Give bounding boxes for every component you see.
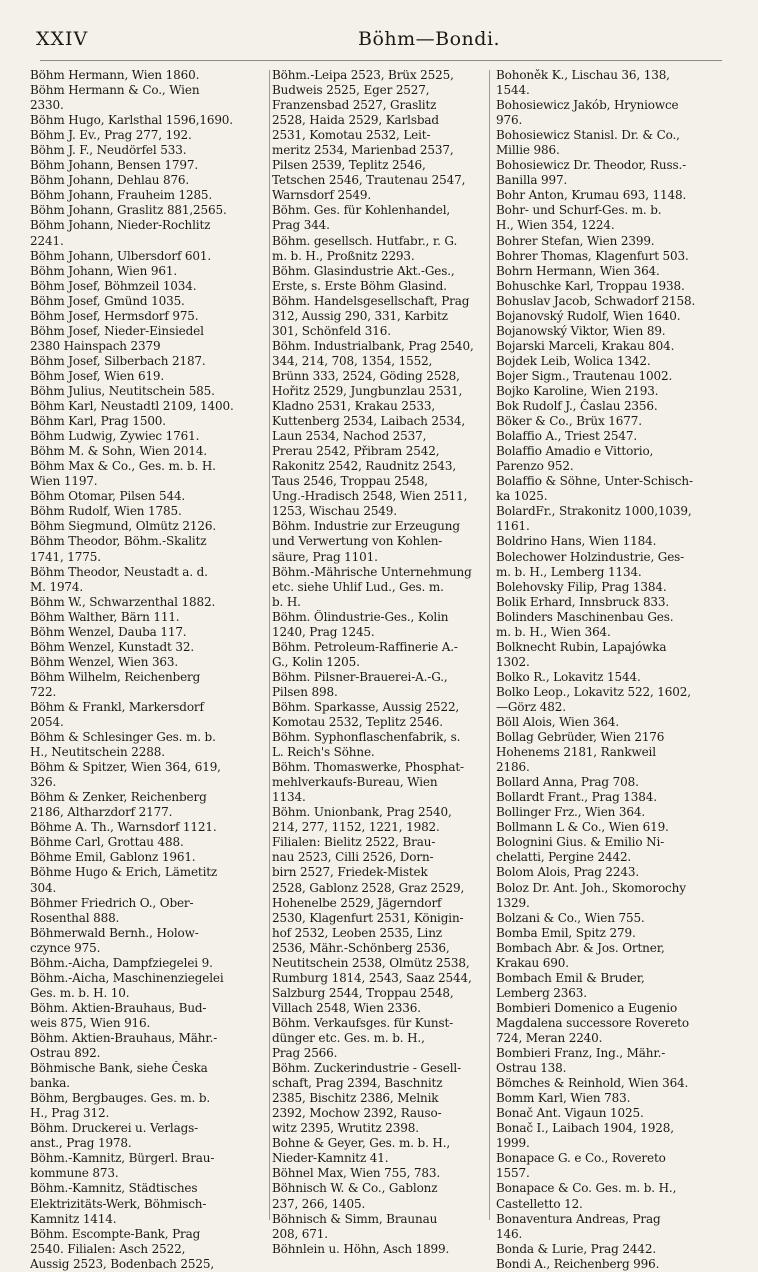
entry-line: Rakonitz 2542, Raudnitz 2543,	[272, 459, 457, 474]
entry-line: Böhm Otomar, Pilsen 544.	[30, 489, 186, 504]
entry-line: 2186.	[496, 760, 530, 775]
entry-line: banka.	[30, 1076, 70, 1091]
entry-line: Böhm J. Ev., Prag 277, 192.	[30, 128, 192, 143]
entry-line: Brünn 333, 2524, Göding 2528,	[272, 368, 460, 383]
entry-line: H., Wien 354, 1224.	[496, 218, 615, 233]
entry-line: Bonaventura Andreas, Prag	[496, 1211, 661, 1226]
entry-line: Bohrer Stefan, Wien 2399.	[496, 233, 655, 248]
entry-line: 146.	[496, 1226, 523, 1241]
entry-line: Budweis 2525, Eger 2527,	[272, 83, 430, 98]
entry-line: czynce 975.	[30, 940, 101, 955]
entry-line: Bonapace G. e Co., Rovereto	[496, 1151, 666, 1166]
entry-line: Bollard Anna, Prag 708.	[496, 775, 639, 790]
entry-line: 1134.	[272, 790, 306, 805]
entry-line: Franzensbad 2527, Graslitz	[272, 98, 437, 113]
entry-line: mehlverkaufs-Bureau, Wien	[272, 775, 438, 790]
entry-line: Böhm Julius, Neutitschein 585.	[30, 383, 215, 398]
entry-line: Böhm, Bergbauges. Ges. m. b.	[30, 1091, 211, 1106]
entry-line: Warnsdorf 2549.	[272, 188, 372, 203]
entry-line: 724, Meran 2240.	[496, 1031, 603, 1045]
entry-line: Ostrau 138.	[496, 1061, 567, 1076]
entry-line: Böhm. Unionbank, Prag 2540,	[272, 805, 452, 820]
entry-line: Böhm Wilhelm, Reichenberg	[30, 669, 201, 684]
entry-line: Bojdek Leib, Wolica 1342.	[496, 353, 651, 368]
entry-line: Rosenthal 888.	[30, 910, 120, 925]
entry-line: BolardFr., Strakonitz 1000,1039,	[496, 504, 692, 519]
entry-line: 2531, Komotau 2532, Leit-	[272, 128, 431, 143]
entry-line: Erste, s. Erste Böhm Glasind.	[272, 278, 447, 293]
entry-line: Bolom Alois, Prag 2243.	[496, 865, 640, 880]
entry-line: Boldrino Hans, Wien 1184.	[496, 534, 657, 549]
entry-line: Laun 2534, Nachod 2537,	[272, 429, 427, 444]
entry-line: Böhm Josef, Hermsdorf 975.	[30, 308, 199, 323]
entry-line: Bolechower Holzindustrie, Ges-	[496, 549, 685, 564]
entry-line: L. Reich's Söhne.	[272, 745, 375, 760]
entry-line: —Görz 482.	[496, 699, 566, 714]
entry-line: Bohrn Hermann, Wien 364.	[496, 263, 660, 278]
entry-line: Bollardt Frant., Prag 1384.	[496, 790, 657, 805]
entry-line: Böhm.-Kamnitz, Städtisches	[30, 1181, 198, 1196]
column-divider-1	[269, 70, 270, 1220]
entry-line: Böhm Josef, Gmünd 1035.	[30, 293, 185, 308]
entry-line: Böhm. Petroleum-Raffinerie A.-	[272, 639, 458, 654]
entry-line: Böhmer Friedrich O., Ober-	[30, 895, 194, 910]
entry-line: Böhnisch & Simm, Braunau	[272, 1211, 438, 1226]
page-number: XXIV	[36, 28, 89, 50]
entry-line: Bojko Karoline, Wien 2193.	[496, 383, 659, 398]
entry-line: Böhm. Handelsgesellschaft, Prag	[272, 293, 470, 308]
entry-line: Filialen: Bielitz 2522, Brau-	[272, 835, 436, 850]
entry-line: Prag 344.	[272, 218, 330, 233]
entry-line: Böhm Hermann & Co., Wien	[30, 83, 200, 98]
entry-line: 208, 671.	[272, 1226, 328, 1241]
entry-line: chelatti, Pergine 2442.	[496, 850, 632, 865]
entry-line: Böhmerwald Bernh., Holow-	[30, 925, 199, 940]
header-rule	[40, 60, 722, 61]
entry-line: nau 2523, Cilli 2526, Dorn-	[272, 850, 434, 865]
entry-line: Böhm. Industrialbank, Prag 2540,	[272, 338, 474, 353]
entry-line: 304.	[30, 880, 57, 895]
entry-line: Millie 986.	[496, 143, 560, 158]
entry-line: Böhm Hermann, Wien 1860.	[30, 68, 200, 82]
entry-line: Bohosiewicz Dr. Theodor, Russ.-	[496, 158, 687, 173]
entry-line: Böhm Johann, Frauheim 1285.	[30, 188, 213, 203]
entry-line: Banilla 997.	[496, 173, 568, 188]
entry-line: m. b. H., Proßnitz 2293.	[272, 248, 415, 263]
entry-line: Böhm Rudolf, Wien 1785.	[30, 504, 182, 519]
entry-line: Böhm Johann, Dehlau 876.	[30, 173, 190, 188]
entry-line: Bolaffio Amadio e Vittorio,	[496, 444, 654, 459]
entry-line: Bolognini Gius. & Emilio Ni-	[496, 835, 665, 850]
entry-line: Bohosiewicz Stanisl. Dr. & Co.,	[496, 128, 680, 143]
entry-line: Pilsen 898.	[272, 684, 338, 699]
entry-line: Bohoněk K., Lischau 36, 138,	[496, 68, 670, 82]
entry-line: anst., Prag 1978.	[30, 1136, 132, 1151]
entry-line: Wien 1197.	[30, 474, 98, 489]
entry-line: Taus 2546, Troppau 2548,	[272, 474, 428, 489]
entry-line: weis 875, Wien 916.	[30, 1015, 151, 1030]
entry-line: Hohenems 2181, Rankweil	[496, 745, 656, 760]
entry-line: Böhm. Sparkasse, Aussig 2522,	[272, 699, 460, 714]
entry-line: Böhm Karl, Prag 1500.	[30, 414, 166, 429]
entry-line: Böhme Emil, Gablonz 1961.	[30, 850, 196, 865]
entry-line: Bombieri Domenico a Eugenio	[496, 1000, 678, 1015]
entry-line: H., Prag 312.	[30, 1106, 110, 1121]
entry-line: Bolzani & Co., Wien 755.	[496, 910, 645, 925]
entry-line: Bolaffio & Söhne, Unter-Schisch-	[496, 474, 693, 489]
entry-line: Böhm. Aktien-Brauhaus, Bud-	[30, 1000, 207, 1015]
entry-line: Elektrizitäts-Werk, Böhmisch-	[30, 1196, 207, 1211]
entry-line: Bolaffio A., Triest 2547.	[496, 429, 637, 444]
entry-line: Bondi A., Reichenberg 996.	[496, 1256, 660, 1271]
entry-line: Bonapace & Co. Ges. m. b. H.,	[496, 1181, 677, 1196]
entry-line: 2392, Mochow 2392, Rauso-	[272, 1106, 442, 1121]
entry-line: Bollinger Frz., Wien 364.	[496, 805, 646, 820]
entry-line: Böhm Theodor, Neustadt a. d.	[30, 564, 208, 579]
column-divider-2	[489, 70, 490, 1220]
entry-line: Böhm Theodor, Böhm.-Skalitz	[30, 534, 207, 549]
entry-line: Böhm. Syphonflaschenfabrik, s.	[272, 730, 461, 745]
entry-line: Bömches & Reinhold, Wien 364.	[496, 1076, 689, 1091]
entry-line: Ostrau 892.	[30, 1046, 101, 1061]
entry-line: Böhm Wenzel, Wien 363.	[30, 654, 179, 669]
entry-line: und Verwertung von Kohlen-	[272, 534, 443, 549]
entry-line: 301, Schönfeld 316.	[272, 323, 391, 338]
entry-line: Bohuslav Jacob, Schwadorf 2158.	[496, 293, 696, 308]
entry-line: Böhm Max & Co., Ges. m. b. H.	[30, 459, 216, 474]
entry-line: Villach 2548, Wien 2336.	[272, 1000, 421, 1015]
entry-line: Böhm. gesellsch. Hutfabr., r. G.	[272, 233, 458, 248]
entry-line: Krakau 690.	[496, 955, 569, 970]
entry-line: Böhm. Zuckerindustrie - Gesell-	[272, 1061, 462, 1076]
entry-line: Bombieri Franz, Ing., Mähr.-	[496, 1046, 666, 1061]
entry-line: Komotau 2532, Teplitz 2546.	[272, 715, 443, 730]
entry-line: 1999.	[496, 1136, 530, 1151]
entry-line: kommune 873.	[30, 1166, 119, 1181]
entry-line: Kuttenberg 2534, Laibach 2534,	[272, 414, 466, 429]
entry-line: Bohr Anton, Krumau 693, 1148.	[496, 188, 687, 203]
entry-line: Böhm Josef, Wien 619.	[30, 368, 165, 383]
entry-line: Böhm Josef, Nieder-Einsiedel	[30, 323, 204, 338]
entry-line: Bonač Ant. Vigaun 1025.	[496, 1106, 644, 1121]
entry-line: Bolko R., Lokavitz 1544.	[496, 669, 641, 684]
entry-line: Böhm.-Mährische Unternehmung	[272, 564, 472, 579]
entry-line: Bolinders Maschinenbau Ges.	[496, 609, 674, 624]
entry-line: Bojanowský Viktor, Wien 89.	[496, 323, 666, 338]
entry-line: Böhm. Verkaufsges. für Kunst-	[272, 1015, 454, 1030]
entry-line: 2380 Hainspach 2379	[30, 338, 161, 353]
entry-line: Bombach Abr. & Jos. Ortner,	[496, 940, 665, 955]
entry-line: Böhm Johann, Bensen 1797.	[30, 158, 199, 173]
entry-line: 722.	[30, 684, 57, 699]
entry-line: Kladno 2531, Krakau 2533,	[272, 399, 436, 414]
entry-line: Böhm Josef, Böhmzeil 1034.	[30, 278, 197, 293]
page-header	[36, 28, 726, 58]
entry-line: m. b. H., Lemberg 1134.	[496, 564, 642, 579]
entry-line: Bohne & Geyer, Ges. m. b. H.,	[272, 1136, 451, 1151]
entry-line: Böhm. Glasindustrie Akt.-Ges.,	[272, 263, 455, 278]
entry-line: 2241.	[30, 233, 64, 248]
entry-line: Prag 2566.	[272, 1046, 338, 1061]
entry-line: Böhm Siegmund, Olmütz 2126.	[30, 519, 216, 534]
entry-line: Parenzo 952.	[496, 459, 574, 474]
entry-line: Bohuschke Karl, Troppau 1938.	[496, 278, 685, 293]
entry-line: etc. siehe Uhlif Lud., Ges. m.	[272, 579, 444, 594]
entry-line: Hohenelbe 2529, Jägerndorf	[272, 895, 442, 910]
entry-line: Rumburg 1814, 2543, Saaz 2544,	[272, 970, 472, 985]
entry-line: H., Neutitschein 2288.	[30, 745, 165, 760]
entry-line: Böhm. Thomaswerke, Phosphat-	[272, 760, 464, 775]
entry-line: Böhm & Zenker, Reichenberg	[30, 790, 207, 805]
entry-line: Ges. m. b. H. 10.	[30, 985, 130, 1000]
entry-line: 237, 266, 1405.	[272, 1196, 366, 1211]
entry-line: Bohr- und Schurf-Ges. m. b.	[496, 203, 662, 218]
entry-line: Böhme A. Th., Warnsdorf 1121.	[30, 820, 217, 835]
entry-line: Böll Alois, Wien 364.	[496, 715, 620, 730]
entry-line: Nieder-Kamnitz 41.	[272, 1151, 389, 1166]
entry-line: säure, Prag 1101.	[272, 549, 378, 564]
entry-line: ka 1025.	[496, 489, 548, 504]
entry-line: Böhm Johann, Wien 961.	[30, 263, 177, 278]
entry-line: Böhm. Pilsner-Brauerei-A.-G.,	[272, 669, 448, 684]
entry-line: Böhm & Schlesinger Ges. m. b.	[30, 730, 216, 745]
entry-line: 2186, Altharzdorf 2177.	[30, 805, 173, 820]
entry-line: Bojarski Marceli, Krakau 804.	[496, 338, 675, 353]
entry-line: Bojer Sigm., Trautenau 1002.	[496, 368, 673, 383]
entry-line: Böhm. Aktien-Brauhaus, Mähr.-	[30, 1031, 218, 1045]
entry-line: Böhm.-Kamnitz, Bürgerl. Brau-	[30, 1151, 215, 1166]
entry-line: Böhm Hugo, Karlsthal 1596,1690.	[30, 113, 233, 128]
entry-line: Böhm.-Leipa 2523, Brüx 2525,	[272, 68, 454, 82]
entry-line: Böhm & Frankl, Markersdorf	[30, 699, 204, 714]
entry-line: Bolik Erhard, Innsbruck 833.	[496, 594, 670, 609]
entry-line: Böhm Karl, Neustadtl 2109, 1400.	[30, 399, 234, 414]
column-2	[272, 68, 506, 1257]
entry-line: Böhm Wenzel, Kunstadt 32.	[30, 639, 194, 654]
entry-line: Pilsen 2539, Teplitz 2546,	[272, 158, 426, 173]
entry-line: Böhm Josef, Silberbach 2187.	[30, 353, 206, 368]
entry-line: 2528, Haida 2529, Karlsbad	[272, 113, 439, 128]
entry-line: Salzburg 2544, Troppau 2548,	[272, 985, 454, 1000]
entry-line: 1544.	[496, 83, 530, 98]
entry-line: 2536, Mähr.-Schönberg 2536,	[272, 940, 450, 955]
entry-line: 2540. Filialen: Asch 2522,	[30, 1241, 186, 1256]
running-title: Böhm—Bondi.	[358, 28, 501, 50]
entry-line: Böhm Wenzel, Dauba 117.	[30, 624, 187, 639]
entry-line: 214, 277, 1152, 1221, 1982.	[272, 820, 440, 835]
entry-line: 1253, Wischau 2549.	[272, 504, 397, 519]
entry-line: Boloz Dr. Ant. Joh., Skomorochy	[496, 880, 686, 895]
entry-line: Böhme Carl, Grottau 488.	[30, 835, 184, 850]
entry-line: Böker & Co., Brüx 1677.	[496, 414, 642, 429]
entry-line: G., Kolin 1205.	[272, 654, 360, 669]
entry-line: meritz 2534, Marienbad 2537,	[272, 143, 454, 158]
entry-line: hof 2532, Leoben 2535, Linz	[272, 925, 442, 940]
entry-line: 1161.	[496, 519, 530, 534]
entry-line: birn 2527, Friedek-Mistek	[272, 865, 428, 880]
entry-line: Prerau 2542, Přibram 2542,	[272, 444, 440, 459]
entry-line: 2530, Klagenfurt 2531, Königin-	[272, 910, 464, 925]
entry-line: 1741, 1775.	[30, 549, 101, 564]
entry-line: 344, 214, 708, 1354, 1552,	[272, 353, 433, 368]
entry-line: Böhm.-Aicha, Dampfziegelei 9.	[30, 955, 213, 970]
entry-line: 2054.	[30, 715, 64, 730]
entry-line: Bok Rudolf J., Časlau 2356.	[496, 399, 658, 414]
entry-line: Castelletto 12.	[496, 1196, 583, 1211]
entry-line: Bonda & Lurie, Prag 2442.	[496, 1241, 656, 1256]
entry-line: Böhm Walther, Bärn 111.	[30, 609, 180, 624]
entry-line: Hořitz 2529, Jungbunzlau 2531,	[272, 383, 463, 398]
entry-line: dünger etc. Ges. m. b. H.,	[272, 1031, 425, 1045]
entry-line: m. b. H., Wien 364.	[496, 624, 611, 639]
column-3	[496, 68, 730, 1272]
entry-line: Bollmann L & Co., Wien 619.	[496, 820, 669, 835]
entry-line: Bomm Karl, Wien 783.	[496, 1091, 631, 1106]
entry-line: Ung.-Hradisch 2548, Wien 2511,	[272, 489, 468, 504]
entry-line: Bojanovský Rudolf, Wien 1640.	[496, 308, 681, 323]
entry-line: Bonač I., Laibach 1904, 1928,	[496, 1121, 674, 1136]
entry-line: Tetschen 2546, Trautenau 2547,	[272, 173, 466, 188]
entry-line: Bohosiewicz Jakób, Hryniowce	[496, 98, 679, 113]
entry-line: Bomba Emil, Spitz 279.	[496, 925, 636, 940]
entry-line: Böhm. Industrie zur Erzeugung	[272, 519, 460, 534]
entry-line: 2385, Bischitz 2386, Melnik	[272, 1091, 439, 1106]
entry-line: M. 1974.	[30, 579, 84, 594]
column-1	[30, 68, 264, 1272]
entry-line: Böhnel Max, Wien 755, 783.	[272, 1166, 441, 1181]
entry-line: Böhm W., Schwarzenthal 1882.	[30, 594, 216, 609]
entry-line: Böhm.-Aicha, Maschinenziegelei	[30, 970, 224, 985]
entry-line: Böhm. Druckerei u. Verlags-	[30, 1121, 199, 1136]
entry-line: Böhm Johann, Graslitz 881,2565.	[30, 203, 227, 218]
entry-line: 1302.	[496, 654, 530, 669]
entry-line: Böhm Johann, Nieder-Rochlitz	[30, 218, 211, 233]
entry-line: Böhm. Escompte-Bank, Prag	[30, 1226, 201, 1241]
entry-line: 2528, Gablonz 2528, Graz 2529,	[272, 880, 465, 895]
entry-line: Bombach Emil & Bruder,	[496, 970, 645, 985]
entry-line: witz 2395, Wrutitz 2398.	[272, 1121, 419, 1136]
entry-line: 2330.	[30, 98, 64, 113]
entry-line: Kamnitz 1414.	[30, 1211, 117, 1226]
entry-line: 312, Aussig 290, 331, Karbitz	[272, 308, 448, 323]
entry-line: 1557.	[496, 1166, 530, 1181]
entry-line: Böhm. Ges. für Kohlenhandel,	[272, 203, 451, 218]
entry-line: Böhnisch W. & Co., Gablonz	[272, 1181, 438, 1196]
entry-line: Aussig 2523, Bodenbach 2525,	[30, 1256, 215, 1271]
entry-line: Böhnlein u. Höhn, Asch 1899.	[272, 1241, 450, 1256]
entry-line: Böhm J. F., Neudörfel 533.	[30, 143, 187, 158]
entry-line: 1240, Prag 1245.	[272, 624, 375, 639]
entry-line: Böhm M. & Sohn, Wien 2014.	[30, 444, 207, 459]
entry-line: Böhm. Ölindustrie-Ges., Kolin	[272, 609, 449, 624]
entry-line: Böhm Ludwig, Zywiec 1761.	[30, 429, 200, 444]
entry-line: 976.	[496, 113, 523, 128]
entry-line: 1329.	[496, 895, 530, 910]
entry-line: Neutitschein 2538, Olmütz 2538,	[272, 955, 470, 970]
entry-line: Lemberg 2363.	[496, 985, 587, 1000]
entry-line: Böhm Johann, Ulbersdorf 601.	[30, 248, 212, 263]
entry-line: Magdalena successore Rovereto	[496, 1015, 689, 1030]
entry-line: Bolknecht Rubin, Lapajówka	[496, 639, 667, 654]
entry-line: Böhme Hugo & Erich, Lämetitz	[30, 865, 218, 880]
entry-line: 326.	[30, 775, 57, 790]
entry-line: Bolko Leop., Lokavitz 522, 1602,	[496, 684, 691, 699]
entry-line: Bolehovsky Filip, Prag 1384.	[496, 579, 667, 594]
entry-line: Bollag Gebrüder, Wien 2176	[496, 730, 665, 745]
entry-line: schaft, Prag 2394, Baschnitz	[272, 1076, 443, 1091]
entry-line: b. H.	[272, 594, 301, 609]
entry-line: Bohrer Thomas, Klagenfurt 503.	[496, 248, 689, 263]
entry-line: Böhm & Spitzer, Wien 364, 619,	[30, 760, 221, 775]
entry-line: Böhmische Bank, siehe Česka	[30, 1061, 208, 1076]
